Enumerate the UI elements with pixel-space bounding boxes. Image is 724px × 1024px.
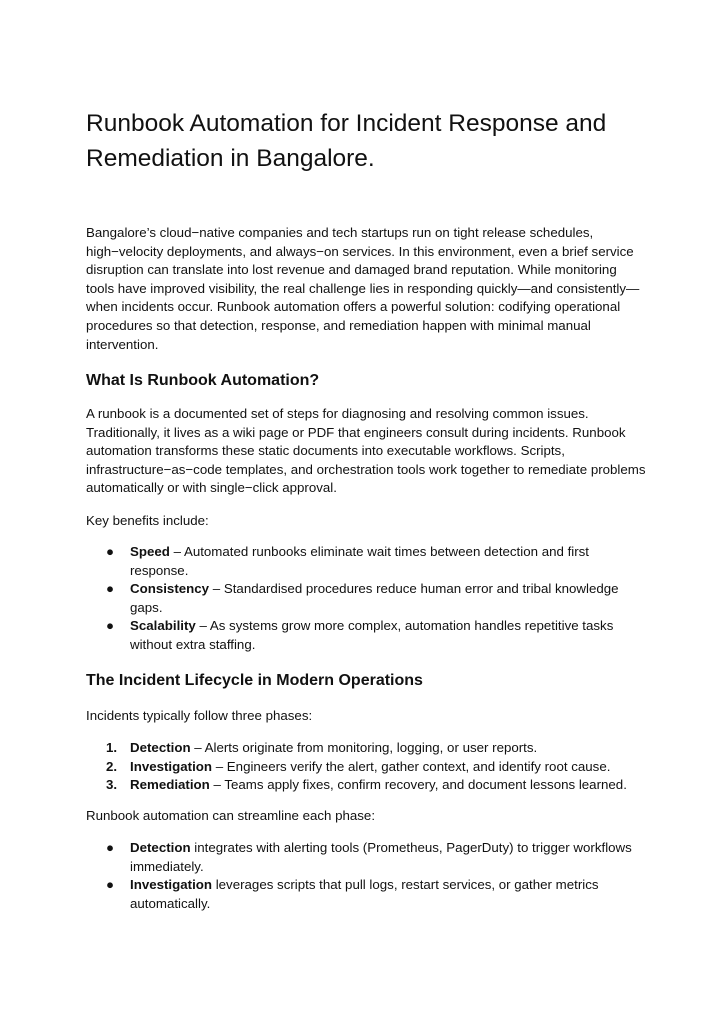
phases-list xyxy=(86,739,646,795)
benefits-intro: Key benefits include: xyxy=(86,513,209,528)
benefit-text: – Automated runbooks eliminate wait times between detection and first response. xyxy=(130,544,589,578)
streamline-intro: Runbook automation can streamline each phase: xyxy=(86,808,376,823)
benefit-term: Scalability xyxy=(130,618,196,634)
phase-text: – Teams apply fixes, confirm recovery, and document lessons learned. xyxy=(209,777,627,793)
list-item xyxy=(86,758,646,777)
bullet-icon: ● xyxy=(106,877,115,893)
phase-text: – Engineers verify the alert, gather context, and identify root cause. xyxy=(212,758,611,774)
phases-intro: Incidents typically follow three phases: xyxy=(86,708,313,723)
benefit-text: – As systems grow more complex, automation handles repetitive tasks without extra staffing. xyxy=(130,618,614,652)
streamline-term: Investigation xyxy=(130,877,213,893)
list-number: 1. xyxy=(106,740,118,755)
list-item xyxy=(86,543,646,580)
list-item xyxy=(86,580,646,617)
phase-text: – Alerts originate from monitoring, logging, or user reports. xyxy=(190,740,538,755)
phase-term: Detection xyxy=(130,740,191,755)
list-item xyxy=(86,617,646,654)
streamline-text: integrates with alerting tools (Prometheus, PagerDuty) to trigger workflows immediately. xyxy=(130,840,632,874)
benefit-term: Consistency xyxy=(130,581,210,597)
list-item xyxy=(86,776,646,795)
list-number: 3. xyxy=(106,777,118,793)
benefits-list xyxy=(86,543,646,655)
bullet-icon: ● xyxy=(106,840,115,855)
streamline-term: Detection xyxy=(130,840,191,855)
streamline-list xyxy=(86,839,646,913)
bullet-icon: ● xyxy=(106,544,115,559)
benefit-term: Speed xyxy=(130,544,170,559)
section-heading-lifecycle: The Incident Lifecycle in Modern Operations xyxy=(86,672,423,689)
document-title: Runbook Automation for Incident Response and Remediation in Bangalore. xyxy=(86,110,607,172)
list-item xyxy=(86,876,646,913)
section1-paragraph: A runbook is a documented set of steps for diagnosing and resolving common issues. Traditionally, it lives as a wiki page or PDF that engineers consult during incidents. Runbook automation transforms these static documents into executable workflows. Scripts, infrastructure−as−code templates, and orchestration tools work together to remediate problems automatically or with single−click approval. xyxy=(86,406,646,496)
benefit-text: – Standardised procedures reduce human error and tribal knowledge gaps. xyxy=(130,581,619,615)
bullet-icon: ● xyxy=(106,581,115,597)
intro-paragraph: Bangalore’s cloud−native companies and tech startups run on tight release schedules, high−velocity deployments, and always−on services. In this environment, even a brief service disruption can translate into lost revenue and damaged brand reputation. While monitoring tools have improved visibility, the real challenge lies in responding quickly—and consistently—when incidents occur. Runbook automation offers a powerful solution: codifying operational procedures so that detection, response, and remediation happen with minimal manual intervention. xyxy=(86,225,640,352)
section-heading-what-is: What Is Runbook Automation? xyxy=(86,372,320,389)
phase-term: Investigation xyxy=(130,758,213,774)
list-item xyxy=(86,839,646,876)
phase-term: Remediation xyxy=(130,777,210,793)
streamline-text: leverages scripts that pull logs, restart services, or gather metrics automatically. xyxy=(130,877,599,911)
list-item xyxy=(86,739,646,758)
list-number: 2. xyxy=(106,758,118,774)
bullet-icon: ● xyxy=(106,618,115,634)
